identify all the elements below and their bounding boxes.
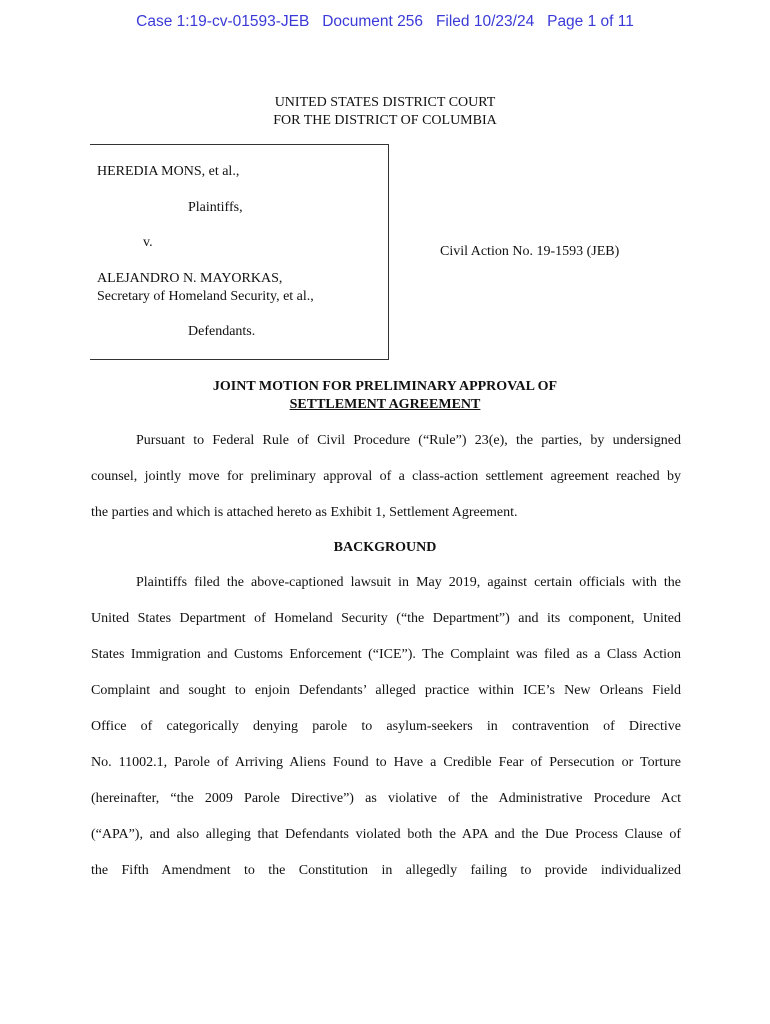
court-line-2: FOR THE DISTRICT OF COLUMBIA (273, 113, 497, 128)
paragraph-line: Complaint and sought to enjoin Defendants’ alleged practice within ICE’s New Orleans Field (91, 683, 681, 698)
paragraph-line: (hereinafter, “the 2009 Parole Directive”) as violative of the Administrative Procedure Act (91, 791, 681, 806)
paragraph-line: Office of categorically denying parole to asylum-seekers in contravention of Directive (91, 719, 681, 734)
intro-paragraph (91, 432, 681, 540)
paragraph-line: No. 11002.1, Parole of Arriving Aliens Found to Have a Credible Fear of Persecution or Torture (91, 755, 681, 770)
paragraph-line: Pursuant to Federal Rule of Civil Procedure (“Rule”) 23(e), the parties, by undersigned (136, 433, 681, 448)
paragraph-line: States Immigration and Customs Enforcement (“ICE”). The Complaint was filed as a Class Action (91, 647, 681, 662)
paragraph-line: the parties and which is attached hereto as Exhibit 1, Settlement Agreement. (91, 505, 518, 520)
motion-title-line-1: JOINT MOTION FOR PRELIMINARY APPROVAL OF (212, 379, 558, 394)
motion-title-line-2 (0, 396, 770, 414)
plaintiff-name: HEREDIA MONS, et al., (97, 164, 240, 179)
case-header: Case 1:19-cv-01593-JEB Document 256 Filed 10/23/24 Page 1 of 11 (136, 13, 634, 30)
court-line-1: UNITED STATES DISTRICT COURT (274, 95, 496, 110)
defendant-name: ALEJANDRO N. MAYORKAS, (97, 271, 283, 286)
civil-action-number: Civil Action No. 19-1593 (JEB) (440, 244, 620, 259)
versus-label: v. (143, 235, 153, 250)
motion-title (0, 378, 770, 414)
paragraph-line: the Fifth Amendment to the Constitution in allegedly failing to provide individualized (91, 863, 681, 878)
paragraph-line: counsel, jointly move for preliminary approval of a class-action settlement agreement reached by (91, 469, 681, 484)
plaintiffs-label: Plaintiffs, (188, 200, 243, 215)
paragraph-line: (“APA”), and also alleging that Defendants violated both the APA and the Due Process Clause of (91, 827, 681, 842)
paragraph-line: Plaintiffs filed the above-captioned lawsuit in May 2019, against certain officials with the (136, 575, 681, 590)
defendant-title: Secretary of Homeland Security, et al., (97, 289, 314, 304)
background-heading: BACKGROUND (333, 540, 437, 555)
court-name (0, 94, 770, 130)
background-paragraph (91, 574, 681, 898)
paragraph-line: United States Department of Homeland Security (“the Department”) and its component, United (91, 611, 681, 626)
defendants-label: Defendants. (188, 324, 256, 339)
motion-title-line-2-text: SETTLEMENT AGREEMENT (289, 397, 481, 412)
